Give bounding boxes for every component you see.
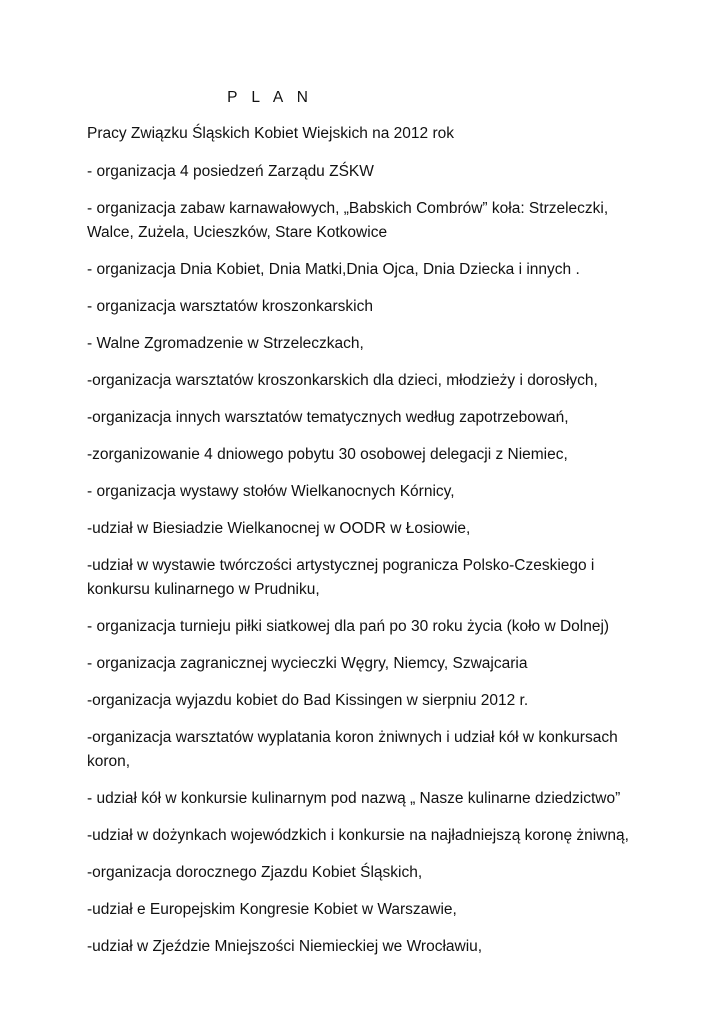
plan-item: -udział w Biesiadzie Wielkanocnej w OODR w Łosiowie,	[87, 520, 471, 537]
plan-item-list	[87, 160, 647, 972]
plan-item: -organizacja warsztatów wyplatania koron żniwnych i udział kół w konkursach koron,	[87, 729, 618, 770]
plan-item: - organizacja zabaw karnawałowych, „Babskich Combrów” koła: Strzeleczki, Walce, Zużela, Ucieszków, Stare Kotkowice	[87, 200, 609, 241]
document-title: P L A N	[227, 89, 313, 106]
plan-item: - organizacja 4 posiedzeń Zarządu ZŚKW	[87, 163, 374, 180]
plan-item: -organizacja dorocznego Zjazdu Kobiet Śląskich,	[87, 864, 423, 881]
plan-item: - organizacja turnieju piłki siatkowej dla pań po 30 roku życia (koło w Dolnej)	[87, 618, 610, 635]
plan-item: -udział w wystawie twórczości artystycznej pogranicza Polsko-Czeskiego i konkursu kulinarnego w Prudniku,	[87, 557, 595, 598]
plan-item: -zorganizowanie 4 dniowego pobytu 30 osobowej delegacji z Niemiec,	[87, 446, 568, 463]
plan-item: -udział w dożynkach wojewódzkich i konkursie na najładniejszą koronę żniwną,	[87, 827, 629, 844]
plan-item: -organizacja warsztatów kroszonkarskich dla dzieci, młodzieży i dorosłych,	[87, 372, 598, 389]
plan-item: -organizacja wyjazdu kobiet do Bad Kissingen w sierpniu 2012 r.	[87, 692, 529, 709]
plan-item: -organizacja innych warsztatów tematycznych według zapotrzebowań,	[87, 409, 569, 426]
plan-item: - organizacja zagranicznej wycieczki Węgry, Niemcy, Szwajcaria	[87, 655, 528, 672]
plan-item: - organizacja Dnia Kobiet, Dnia Matki,Dnia Ojca, Dnia Dziecka i innych .	[87, 261, 580, 278]
plan-item: - organizacja warsztatów kroszonkarskich	[87, 298, 373, 315]
plan-item: -udział e Europejskim Kongresie Kobiet w Warszawie,	[87, 901, 457, 918]
plan-item: - udział kół w konkursie kulinarnym pod nazwą „ Nasze kulinarne dziedzictwo”	[87, 790, 621, 807]
document-subtitle: Pracy Związku Śląskich Kobiet Wiejskich na 2012 rok	[87, 125, 454, 142]
plan-item: -udział w Zjeździe Mniejszości Niemieckiej we Wrocławiu,	[87, 938, 483, 955]
plan-item: - Walne Zgromadzenie w Strzeleczkach,	[87, 335, 364, 352]
plan-item: - organizacja wystawy stołów Wielkanocnych Kórnicy,	[87, 483, 455, 500]
